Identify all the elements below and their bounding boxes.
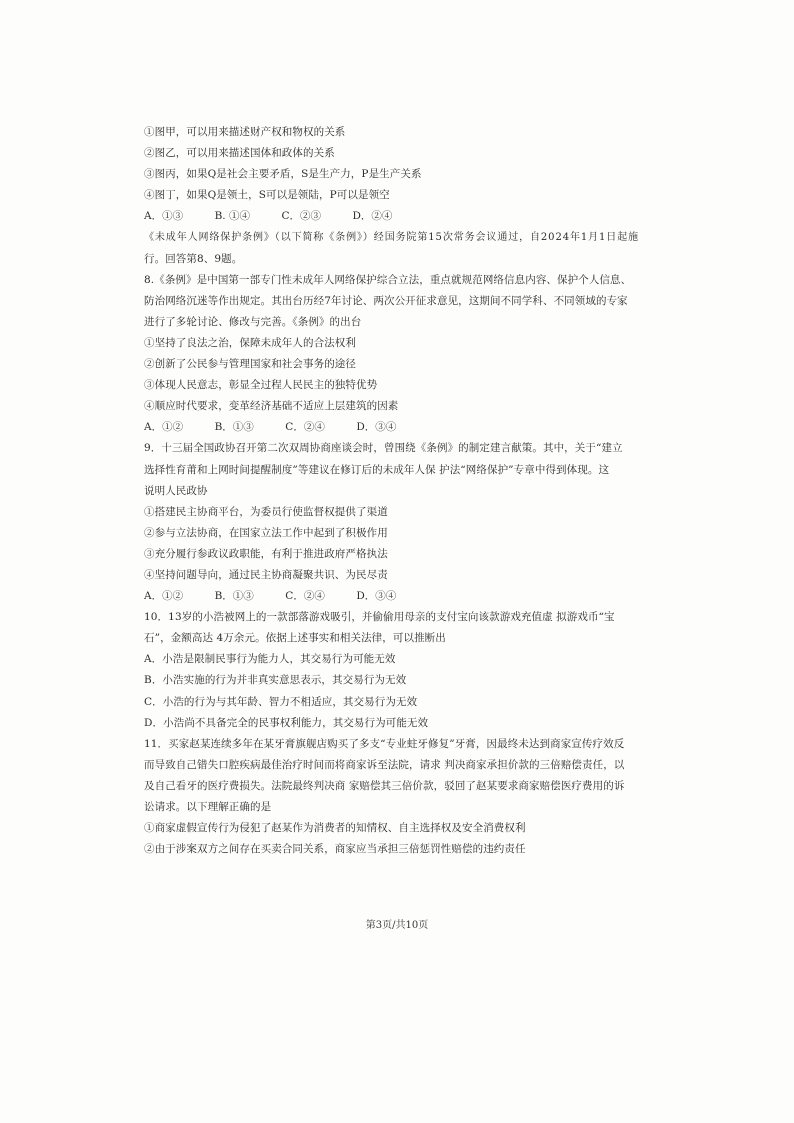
- q9-option-2: ②参与立法协商，在国家立法工作中起到了积极作用: [144, 526, 388, 539]
- q9-option-3: ③充分履行参政议政职能，有利于推进政府严格执法: [144, 547, 388, 560]
- q8-option-4: ④顺应时代要求，变革经济基础不适应上层建筑的因素: [144, 400, 399, 413]
- q8-option-3: ③体现人民意志，彰显全过程人民民主的独特优势: [144, 379, 378, 392]
- q8-option-2: ②创新了公民参与管理国家和社会事务的途径: [144, 358, 356, 371]
- q11-option-2: ②由于涉案双方之间存在买卖合同关系，商家应当承担三倍惩罚性赔偿的违约责任: [144, 843, 526, 856]
- q9-option-4: ④坚持问题导向，通过民主协商凝聚共识、为民尽责: [144, 568, 388, 581]
- question-9-line-1: 9．十三届全国政协召开第二次双周协商座谈会时，曾围绕《条例》的制定建言献策。其中，关于“建立: [144, 442, 623, 455]
- question-8-line-2: 防治网络沉迷等作出规定。其出台历经7年讨论、两次公开征求意见，这期间不同学科、不同领域的专家: [144, 294, 628, 307]
- q10-choice-c: C．小浩的行为与其年龄、智力不相适应，其交易行为无效: [144, 695, 418, 708]
- passage-intro-line-2: 行。回答第8、9题。: [144, 252, 243, 265]
- question-9-line-2: 选择性育莆和上网时间提醒制度”等建议在修订后的未成年人保 护法“网络保护”专章中得到体现。这: [144, 463, 610, 476]
- option-1-figure-jia: ①图甲，可以用来描述财产权和物权的关系: [144, 126, 346, 138]
- question-11-line-3: 及自己看牙的医疗费损失。法院最终判决商 家赔偿其三倍价款，驳回了赵某要求商家赔偿医疗费用的诉: [144, 779, 625, 792]
- option-3-figure-bing: ③图丙，如果Q是社会主要矛盾，S是生产力，P是生产关系: [144, 168, 422, 181]
- option-4-figure-ding: ④图丁，如果Q是领土，S可以是领陆，P可以是领空: [144, 189, 390, 202]
- answer-choices-q9: A．①② B．①③ C．②④ D．③④: [144, 590, 397, 603]
- question-10-line-2: 石”，金额高达 4万余元。依据上述事实和相关法律，可以推断出: [144, 632, 446, 645]
- q10-choice-a: A．小浩是限制民事行为能力人，其交易行为可能无效: [144, 653, 396, 666]
- question-11-line-4: 讼请求。以下理解正确的是: [144, 801, 272, 813]
- passage-intro-line-1: 《未成年人网络保护条例》（以下简称《条例》）经国务院第15次常务会议通过，自2024年1月1日起施: [144, 232, 639, 244]
- q8-option-1: ①坚持了良法之治，保障未成年人的合法权利: [144, 336, 356, 349]
- answer-choices-q7: A．①③ B. ①④ C．②③ D．②④: [144, 210, 393, 223]
- question-11-line-1: 11．买家赵某连续多年在某牙膏旗舰店购买了多支“专业蛀牙修复”牙膏，因最终未达到商家宣传疗效反: [144, 737, 625, 750]
- question-9-line-3: 说明人民政协: [144, 484, 208, 497]
- question-11-line-2: 而导致自己错失口腔疾病最佳治疗时间而将商家诉至法院，请求 判决商家承担价款的三倍赔偿责任，以: [144, 758, 625, 771]
- q10-choice-d: D．小浩尚不具备完全的民事权利能力，其交易行为可能无效: [144, 716, 429, 729]
- q10-choice-b: B．小浩实施的行为并非真实意思表示，其交易行为无效: [144, 674, 407, 687]
- page-number-footer: 第3页/共10页: [365, 920, 429, 931]
- question-10-line-1: 10．13岁的小浩被网上的一款部落游戏吸引，并偷偷用母亲的支付宝向该款游戏充值虚 拟游戏币“宝: [144, 611, 615, 624]
- question-text-block: [144, 122, 654, 860]
- q11-option-1: ①商家虚假宣传行为侵犯了赵某作为消费者的知情权、自主选择权及安全消费权利: [144, 822, 526, 835]
- answer-choices-q8: A．①② B．①③ C．②④ D．③④: [144, 421, 397, 434]
- question-8-line-1: 8.《条例》是中国第一部专门性未成年人网络保护综合立法，重点就规范网络信息内容、保护个人信息、: [144, 273, 632, 286]
- option-2-figure-yi: ②图乙，可以用来描述国体和政体的关系: [144, 147, 335, 160]
- question-8-line-3: 进行了多轮讨论、修改与完善。《条例》的出台: [144, 315, 362, 328]
- q9-option-1: ①搭建民主协商平台，为委员行使监督权提供了渠道: [144, 505, 388, 518]
